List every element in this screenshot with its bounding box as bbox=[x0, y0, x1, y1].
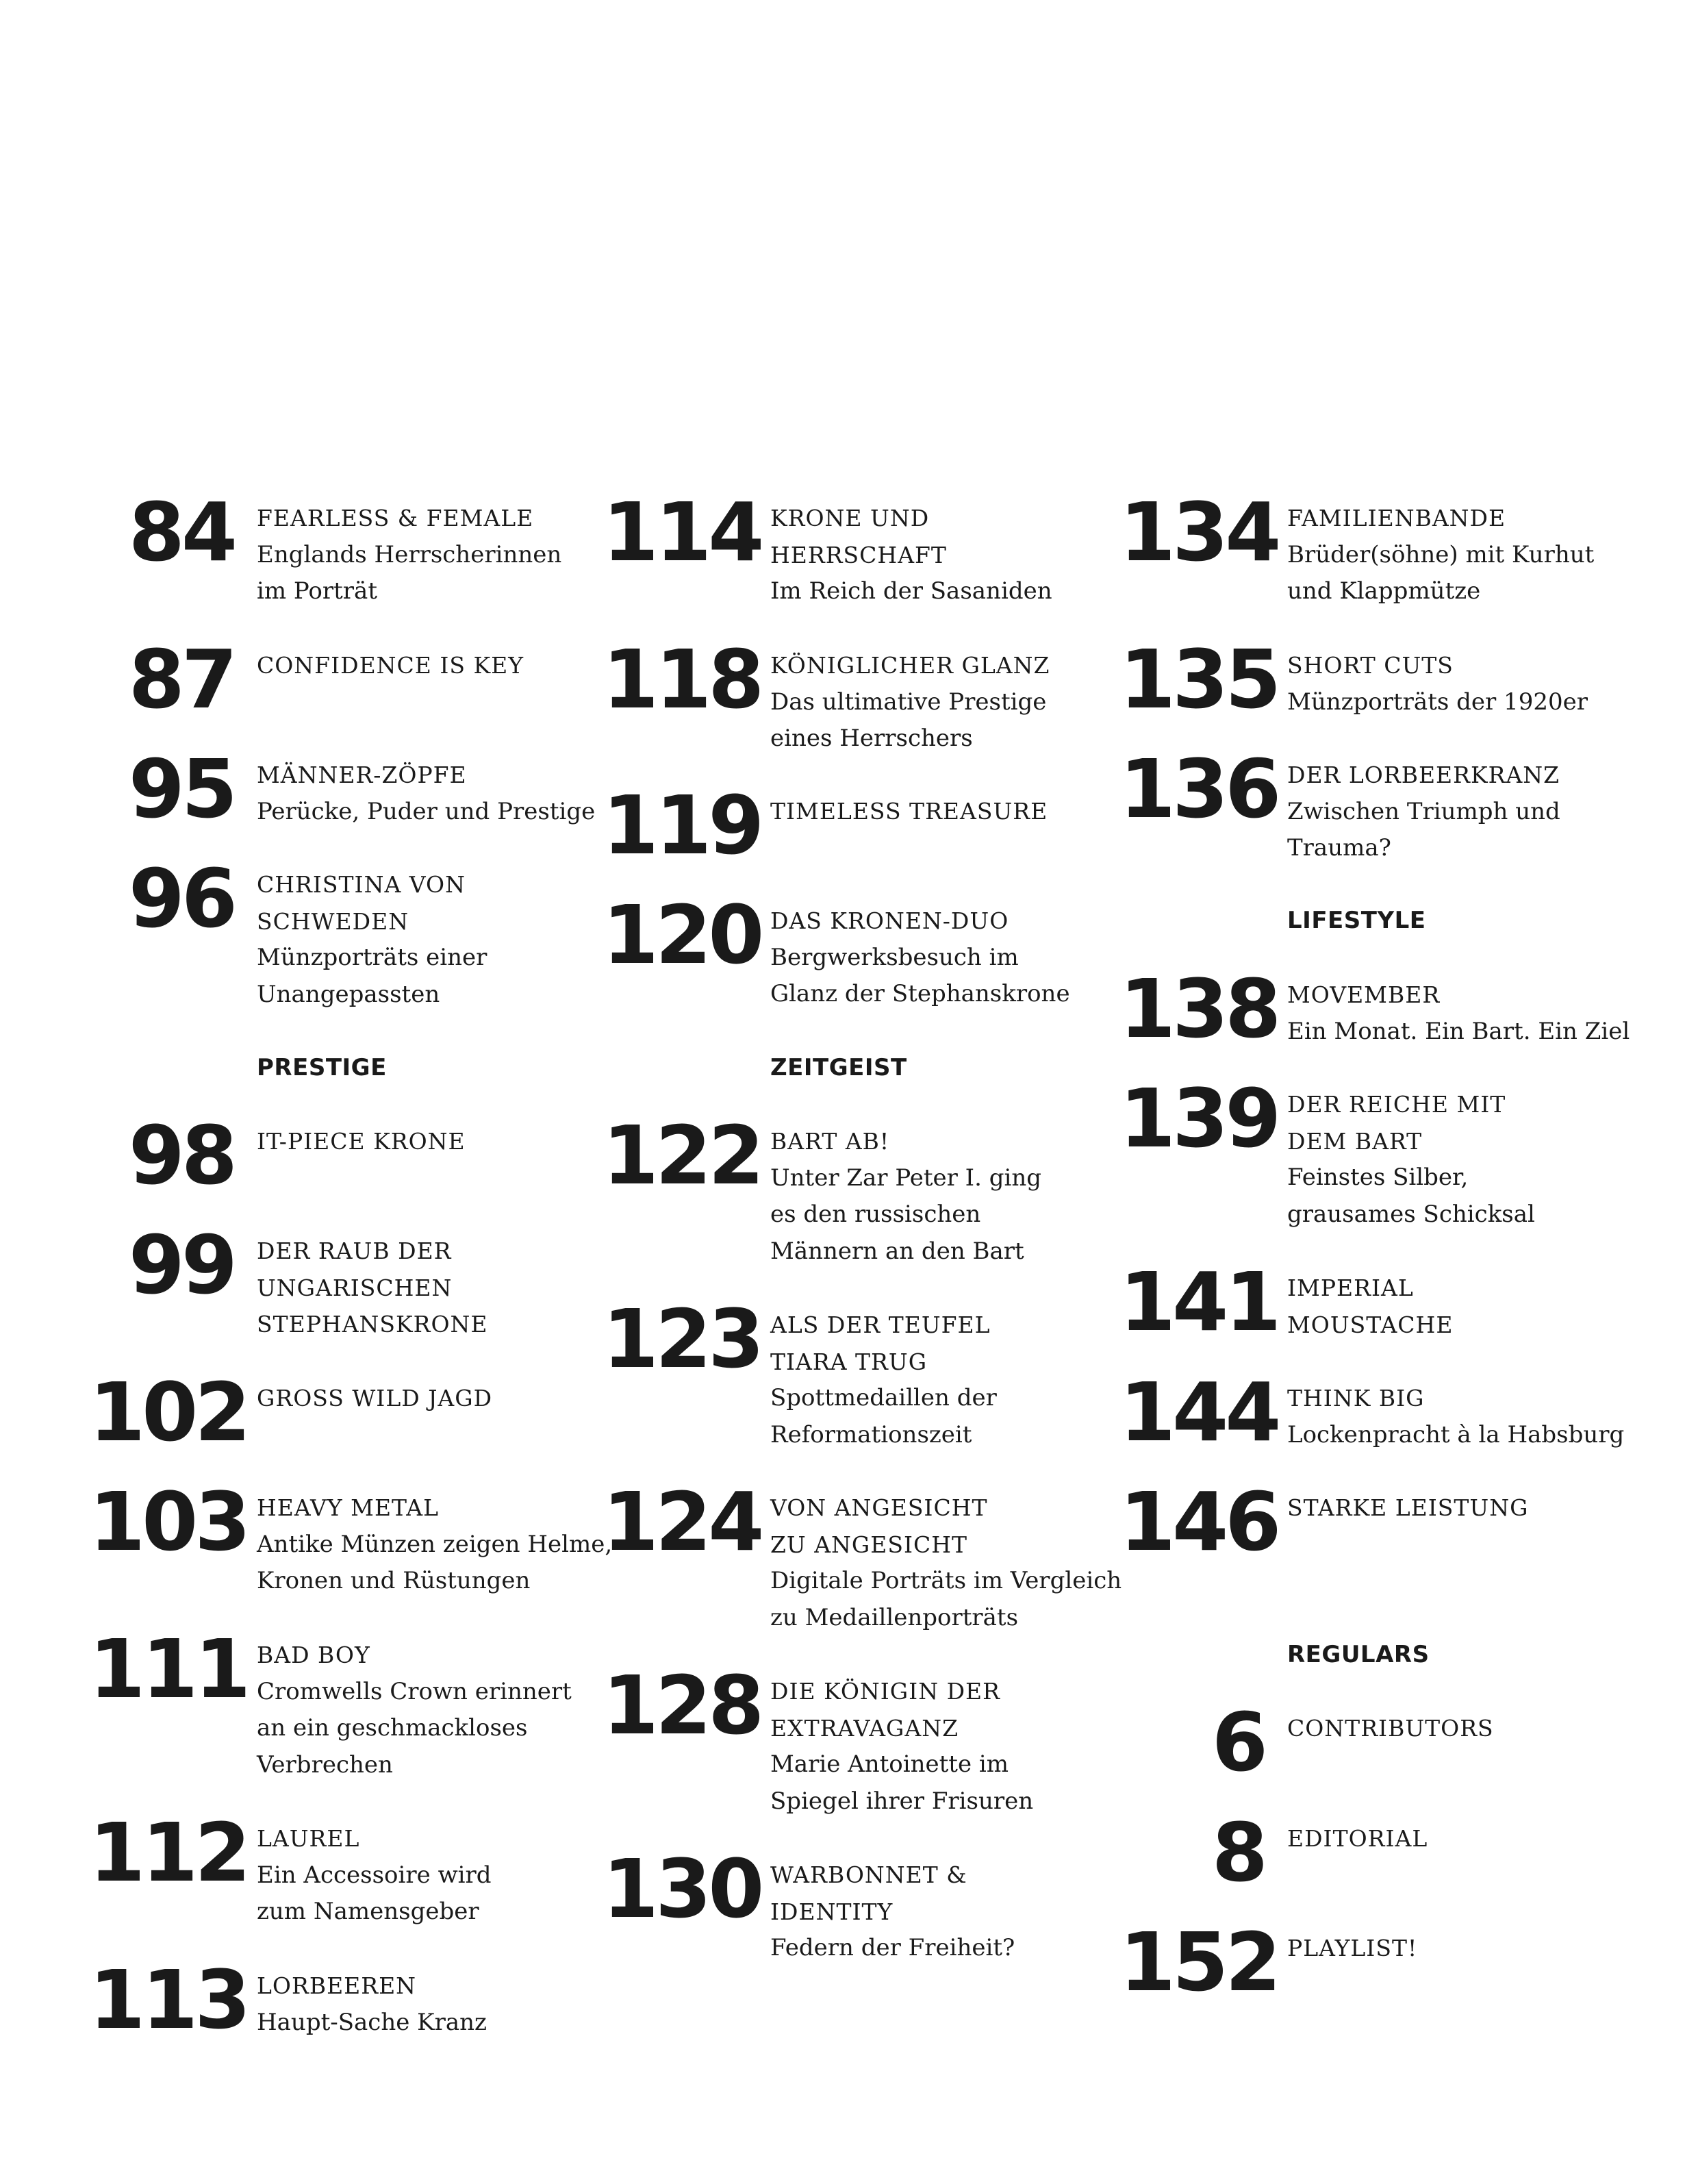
entry-text bbox=[770, 793, 1126, 830]
entry-text bbox=[770, 1490, 1126, 1636]
entry-subtitle-line: Ein Accessoire wird bbox=[257, 1861, 492, 1889]
entry-subtitle-line: Haupt-Sache Kranz bbox=[257, 2008, 487, 2036]
page-number: 122 bbox=[603, 1108, 761, 1203]
entry-text bbox=[1287, 1820, 1643, 1857]
entry-subtitle-line: Männern an den Bart bbox=[770, 1237, 1024, 1265]
entry-title-line: CONTRIBUTORS bbox=[1287, 1715, 1494, 1742]
page-number: 113 bbox=[89, 1953, 248, 2047]
entry-title-line: MOUSTACHE bbox=[1287, 1311, 1454, 1338]
entry-title-line: HEAVY METAL bbox=[257, 1494, 439, 1521]
entry-text bbox=[257, 1968, 613, 2041]
entry-title-line: LAUREL bbox=[257, 1825, 360, 1852]
entry-text bbox=[257, 500, 613, 610]
entry-subtitle-line: Antike Münzen zeigen Helme, bbox=[257, 1530, 613, 1558]
entry-title-line: PLAYLIST! bbox=[1287, 1935, 1418, 1961]
entry-subtitle-line: Kronen und Rüstungen bbox=[257, 1567, 531, 1594]
entry-title-line: DAS KRONEN-DUO bbox=[770, 907, 1009, 934]
page-number: 120 bbox=[603, 888, 761, 982]
page-number: 114 bbox=[603, 485, 761, 579]
page-number: 98 bbox=[128, 1108, 234, 1203]
entry-title-line: WARBONNET & bbox=[770, 1861, 967, 1888]
entry-text bbox=[770, 903, 1126, 1013]
entry-subtitle-line: Spiegel ihrer Frisuren bbox=[770, 1787, 1034, 1815]
entry-subtitle-line: Digitale Porträts im Vergleich bbox=[770, 1567, 1122, 1594]
page-number: 102 bbox=[89, 1365, 248, 1459]
entry-text bbox=[770, 1123, 1126, 1270]
entry-subtitle-line: Münzporträts der 1920er bbox=[1287, 688, 1588, 716]
entry-text bbox=[257, 866, 613, 1013]
entry-subtitle-line: Unangepassten bbox=[257, 980, 440, 1008]
page-number: 134 bbox=[1119, 485, 1278, 579]
entry-title-line: CHRISTINA VON bbox=[257, 871, 466, 898]
entry-text bbox=[770, 500, 1126, 610]
entry-title-line: BAD BOY bbox=[257, 1642, 370, 1668]
entry-title-line: BART AB! bbox=[770, 1128, 890, 1155]
entry-subtitle-line: und Klappmütze bbox=[1287, 577, 1481, 605]
entry-subtitle-line: eines Herrschers bbox=[770, 725, 973, 752]
page-number: 141 bbox=[1119, 1255, 1278, 1349]
entry-subtitle-line: Ein Monat. Ein Bart. Ein Ziel bbox=[1287, 1017, 1630, 1045]
entry-subtitle-line: Zwischen Triumph und bbox=[1287, 797, 1560, 825]
entry-title-line: FEARLESS & FEMALE bbox=[257, 505, 534, 531]
page-number: 146 bbox=[1119, 1474, 1278, 1569]
page-number: 135 bbox=[1119, 632, 1278, 727]
entry-text bbox=[770, 647, 1126, 757]
section-heading: ZEITGEIST bbox=[770, 1054, 907, 1081]
entry-title-line: SCHWEDEN bbox=[257, 907, 409, 935]
entry-title-line: TIMELESS TREASURE bbox=[770, 798, 1048, 825]
entry-title-line: IMPERIAL bbox=[1287, 1275, 1414, 1301]
entry-title-line: MÄNNER-ZÖPFE bbox=[257, 762, 467, 788]
page-number: 118 bbox=[603, 632, 761, 727]
page-number: 8 bbox=[1211, 1805, 1265, 1900]
page-number: 124 bbox=[603, 1474, 761, 1569]
page-number: 128 bbox=[603, 1658, 761, 1753]
page-number: 152 bbox=[1119, 1915, 1278, 2009]
entry-subtitle-line: an ein geschmackloses bbox=[257, 1714, 528, 1742]
entry-title-line: IT-PIECE KRONE bbox=[257, 1128, 466, 1155]
page-number: 138 bbox=[1119, 962, 1278, 1056]
entry-title-line: EXTRAVAGANZ bbox=[770, 1714, 959, 1742]
page-number: 99 bbox=[128, 1218, 234, 1312]
page-number: 123 bbox=[603, 1292, 761, 1386]
entry-title-line: KRONE UND bbox=[770, 505, 930, 531]
entry-text bbox=[1287, 1710, 1643, 1747]
page-number: 96 bbox=[128, 851, 234, 946]
entry-title-line: GROSS WILD JAGD bbox=[257, 1385, 493, 1411]
page-number: 144 bbox=[1119, 1365, 1278, 1459]
entry-subtitle-line: Brüder(söhne) mit Kurhut bbox=[1287, 540, 1595, 568]
entry-text bbox=[1287, 1086, 1643, 1233]
entry-title-line: LORBEEREN bbox=[257, 1972, 417, 1999]
page-number: 84 bbox=[128, 485, 234, 579]
entry-title-line: ZU ANGESICHT bbox=[770, 1531, 968, 1558]
entry-title-line: IDENTITY bbox=[770, 1898, 894, 1925]
entry-text bbox=[1287, 1380, 1643, 1453]
entry-subtitle-line: Lockenpracht à la Habsburg bbox=[1287, 1420, 1625, 1448]
entry-subtitle-line: Verbrechen bbox=[257, 1750, 393, 1779]
entry-subtitle-line: Münzporträts einer bbox=[257, 944, 487, 971]
entry-text bbox=[1287, 757, 1643, 867]
entry-title-line: EDITORIAL bbox=[1287, 1825, 1428, 1852]
entry-subtitle-line: Im Reich der Sasaniden bbox=[770, 577, 1052, 605]
entry-title-line: CONFIDENCE IS KEY bbox=[257, 652, 524, 679]
entry-subtitle-line: grausames Schicksal bbox=[1287, 1200, 1535, 1228]
entry-text bbox=[257, 1490, 613, 1600]
entry-subtitle-line: Glanz der Stephanskrone bbox=[770, 980, 1070, 1007]
entry-title-line: DIE KÖNIGIN DER bbox=[770, 1678, 1000, 1705]
entry-subtitle-line: Marie Antoinette im bbox=[770, 1750, 1009, 1778]
entry-title-line: UNGARISCHEN bbox=[257, 1274, 453, 1301]
page-number: 87 bbox=[128, 632, 234, 727]
entry-subtitle-line: Englands Herrscherinnen bbox=[257, 540, 562, 568]
entry-text bbox=[1287, 1270, 1643, 1343]
entry-text bbox=[1287, 647, 1643, 720]
page-number: 112 bbox=[89, 1805, 248, 1900]
entry-title-line: FAMILIENBANDE bbox=[1287, 505, 1506, 531]
entry-subtitle-line: Feinstes Silber, bbox=[1287, 1164, 1469, 1191]
entry-subtitle-line: Federn der Freiheit? bbox=[770, 1934, 1015, 1961]
entry-subtitle-line: Spottmedaillen der bbox=[770, 1384, 997, 1411]
entry-text bbox=[257, 647, 613, 684]
entry-text bbox=[257, 757, 613, 830]
entry-text bbox=[770, 1673, 1126, 1820]
entry-title-line: SHORT CUTS bbox=[1287, 652, 1454, 679]
section-heading: PRESTIGE bbox=[257, 1054, 387, 1081]
entry-title-line: VON ANGESICHT bbox=[770, 1494, 988, 1521]
section-heading: REGULARS bbox=[1287, 1641, 1430, 1668]
entry-title-line: STEPHANSKRONE bbox=[257, 1311, 488, 1338]
entry-title-line: HERRSCHAFT bbox=[770, 541, 947, 568]
entry-text bbox=[257, 1123, 613, 1160]
entry-subtitle-line: Bergwerksbesuch im bbox=[770, 943, 1019, 971]
entry-text bbox=[1287, 500, 1643, 610]
entry-subtitle-line: es den russischen bbox=[770, 1201, 981, 1228]
entry-text bbox=[257, 1820, 613, 1931]
entry-text bbox=[1287, 1930, 1643, 1967]
entry-title-line: DER LORBEERKRANZ bbox=[1287, 762, 1560, 788]
entry-title-line: DER RAUB DER bbox=[257, 1238, 452, 1264]
entry-text bbox=[770, 1307, 1126, 1453]
entry-title-line: THINK BIG bbox=[1287, 1385, 1425, 1411]
page-number: 103 bbox=[89, 1474, 248, 1569]
entry-subtitle-line: Unter Zar Peter I. ging bbox=[770, 1164, 1042, 1192]
entry-title-line: DER REICHE MIT bbox=[1287, 1091, 1506, 1118]
entry-subtitle-line: Trauma? bbox=[1287, 834, 1391, 862]
page-number: 119 bbox=[603, 778, 761, 873]
entry-title-line: ALS DER TEUFEL bbox=[770, 1311, 991, 1338]
entry-subtitle-line: zum Namensgeber bbox=[257, 1898, 479, 1925]
entry-text bbox=[257, 1637, 613, 1783]
entry-title-line: DEM BART bbox=[1287, 1127, 1423, 1155]
entry-title-line: STARKE LEISTUNG bbox=[1287, 1494, 1529, 1521]
entry-subtitle-line: Cromwells Crown erinnert bbox=[257, 1677, 572, 1705]
entry-subtitle-line: Perücke, Puder und Prestige bbox=[257, 797, 596, 825]
entry-subtitle-line: Das ultimative Prestige bbox=[770, 688, 1047, 716]
entry-subtitle-line: im Porträt bbox=[257, 577, 377, 605]
entry-text bbox=[1287, 1490, 1643, 1527]
entry-title-line: TIARA TRUG bbox=[770, 1348, 928, 1375]
entry-text bbox=[257, 1380, 613, 1417]
page-number: 136 bbox=[1119, 742, 1278, 836]
page-number: 95 bbox=[128, 742, 234, 836]
entry-text bbox=[770, 1857, 1126, 1967]
entry-subtitle-line: Reformationszeit bbox=[770, 1420, 972, 1448]
page-number: 130 bbox=[603, 1842, 761, 1936]
section-heading: LIFESTYLE bbox=[1287, 907, 1426, 934]
entry-subtitle-line: zu Medaillenporträts bbox=[770, 1603, 1019, 1631]
page-number: 111 bbox=[89, 1622, 248, 1716]
entry-title-line: MOVEMBER bbox=[1287, 981, 1441, 1008]
entry-title-line: KÖNIGLICHER GLANZ bbox=[770, 652, 1050, 679]
entry-text bbox=[257, 1233, 613, 1343]
page-number: 139 bbox=[1119, 1071, 1278, 1166]
entry-text bbox=[1287, 977, 1643, 1050]
page-number: 6 bbox=[1211, 1695, 1265, 1790]
